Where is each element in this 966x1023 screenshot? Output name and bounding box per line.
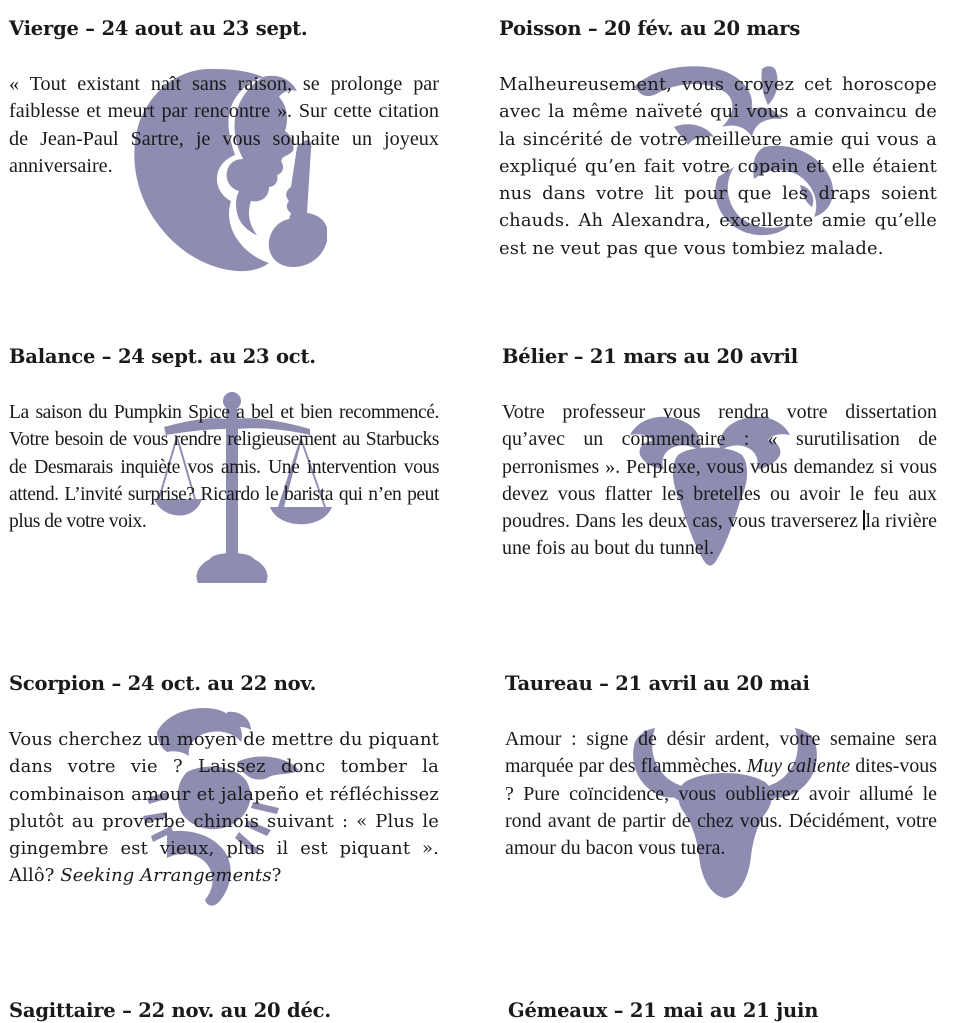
- sign-scorpio: [9, 672, 439, 890]
- text-run: Votre professeur vous rendra votre dissertation qu’avec un commentaire : « surutilisation de perronismes ». Perplexe, vous vous demandez si vous devez vous flatter les bretelles ou avoir le feu aux poudres. Dans les deux cas, vous traverserez: [502, 401, 937, 533]
- taurus-horoscope-text: [505, 726, 937, 862]
- gemini-title: Gémeaux – 21 mai au 21 juin: [508, 999, 819, 1022]
- text-run: dites-vous ? Pure coïncidence, vous oublierez avoir allumé le rond avant de partir de chez vous. Décidément, votre amour du bacon vous tuera.: [505, 755, 937, 860]
- sign-libra: [9, 345, 439, 535]
- taurus-title: Taureau – 21 avril au 20 mai: [505, 672, 810, 695]
- virgo-title: Vierge – 24 aout au 23 sept.: [9, 17, 308, 40]
- scorpio-horoscope-text: [9, 726, 439, 890]
- italic-text-run: Muy caliente: [746, 755, 851, 778]
- pisces-title: Poisson – 20 fév. au 20 mars: [499, 17, 801, 40]
- text-run: Vous cherchez un moyen de mettre du piquant dans votre vie ? Laissez donc tomber la combinaison amour et jalapeño et réfléchissez plutôt au proverbe chinois suivant : « Plus le gingembre est vieux, plus il est piquant ». Allô?: [9, 729, 439, 887]
- italic-text-run: Seeking Arrangements: [60, 865, 272, 887]
- sign-aries: [502, 345, 937, 563]
- sign-sagittarius: [9, 999, 439, 1023]
- pisces-horoscope-text: [499, 71, 937, 262]
- libra-horoscope-text: [9, 399, 439, 535]
- virgo-horoscope-text: [9, 71, 439, 180]
- sign-pisces: [499, 17, 937, 262]
- text-run: La saison du Pumpkin Spice a bel et bien recommencé. Votre besoin de vous rendre religieusement au Starbucks de Desmarais inquiète vos amis. Une intervention vous attend. L’invité surprise? Ricardo le barista qui n’en peut plus de votre voix.: [9, 402, 439, 533]
- text-cursor: [863, 510, 865, 530]
- aries-horoscope-text: [502, 399, 937, 563]
- text-run: la rivière une fois au bout du tunnel.: [502, 510, 937, 560]
- libra-title: Balance – 24 sept. au 23 oct.: [9, 345, 316, 368]
- sign-taurus: [505, 672, 937, 862]
- sign-gemini: [508, 999, 938, 1023]
- scorpio-title: Scorpion – 24 oct. au 22 nov.: [9, 672, 317, 695]
- text-run: Malheureusement, vous croyez cet horoscope avec la même naïveté qui vous a convaincu de la sincérité de votre meilleure amie qui vous a expliqué qu’en fait votre copain et elle étaient nus dans votre lit pour que les draps soient chauds. Ah Alexandra, excellente amie qu’elle est ne veut pas que vous tombiez malade.: [499, 74, 937, 259]
- sagittarius-title: Sagittaire – 22 nov. au 20 déc.: [9, 999, 331, 1022]
- aries-title: Bélier – 21 mars au 20 avril: [502, 345, 798, 368]
- sign-virgo: [9, 17, 439, 180]
- text-run: « Tout existant naît sans raison, se prolonge par faiblesse et meurt par rencontre ». Sur cette citation de Jean-Paul Sartre, je vous souhaite un joyeux anniversaire.: [9, 73, 439, 177]
- text-run: ?: [271, 865, 282, 887]
- text-run: Amour : signe de désir ardent, votre semaine sera marquée par des flammèches.: [505, 728, 937, 778]
